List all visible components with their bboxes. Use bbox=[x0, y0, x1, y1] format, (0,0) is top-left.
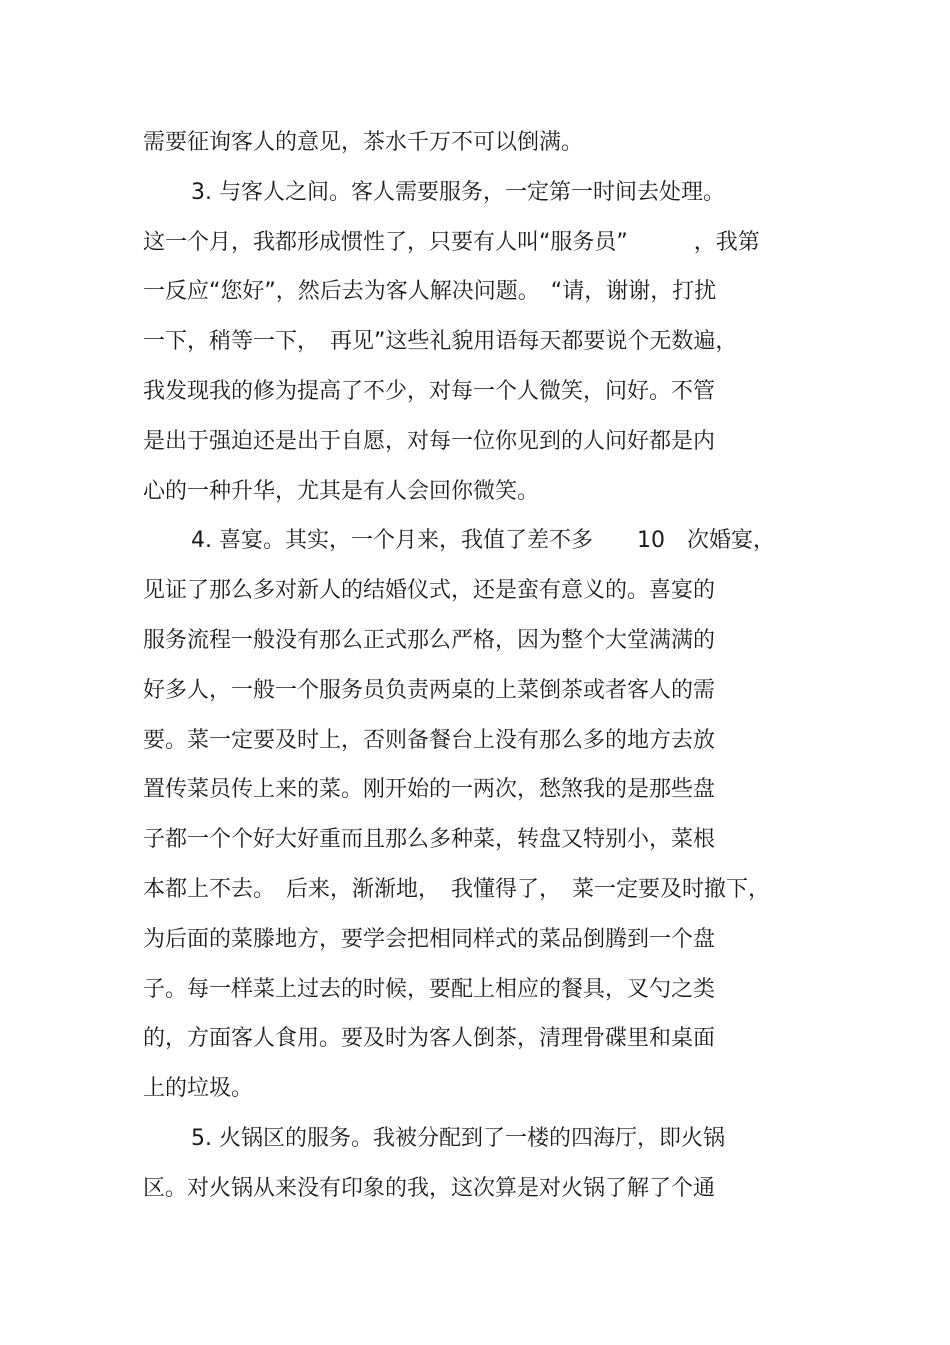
text-line: 本都上不去。 后来，渐渐地， 我懂得了， 菜一定要及时撤下， bbox=[143, 877, 771, 902]
text-line: 子都一个个好大好重而且那么多种菜，转盘又特别小，菜根 bbox=[143, 827, 716, 852]
text-line: 子。每一样菜上过去的时候，要配上相应的餐具，叉勺之类 bbox=[143, 977, 716, 1002]
text-line: 好多人，一般一个服务员负责两桌的上菜倒茶或者客人的需 bbox=[143, 678, 716, 703]
paragraph-4-start: 4. 喜宴。其实，一个月来，我值了差不多 10 次婚宴， bbox=[191, 528, 775, 553]
text-line: 为后面的菜滕地方，要学会把相同样式的菜品倒腾到一个盘 bbox=[143, 927, 716, 952]
text-line: 的，方面客人食用。要及时为客人倒茶，清理骨碟里和桌面 bbox=[143, 1026, 716, 1051]
text-line: 一反应“您好”，然后去为客人解决问题。 “请，谢谢，打扰 bbox=[143, 279, 717, 304]
paragraph-5-start: 5. 火锅区的服务。我被分配到了一楼的四海厅，即火锅 bbox=[191, 1126, 725, 1151]
text-line: 要。菜一定要及时上，否则备餐台上没有那么多的地方去放 bbox=[143, 728, 716, 753]
text-line: 需要征询客人的意见，茶水千万不可以倒满。 bbox=[143, 130, 584, 155]
text-line: 我发现我的修为提高了不少，对每一个人微笑，问好。不管 bbox=[143, 379, 716, 404]
text-line: 见证了那么多对新人的结婚仪式，还是蛮有意义的。喜宴的 bbox=[143, 578, 716, 603]
text-line: 是出于强迫还是出于自愿，对每一位你见到的人问好都是内 bbox=[143, 429, 716, 454]
text-line: 这一个月，我都形成惯性了，只要有人叫“服务员” ，我第 bbox=[143, 230, 760, 255]
text-line: 心的一种升华，尤其是有人会回你微笑。 bbox=[143, 479, 540, 504]
text-line: 置传菜员传上来的菜。刚开始的一两次，愁煞我的是那些盘 bbox=[143, 777, 716, 802]
paragraph-3-start: 3. 与客人之间。客人需要服务，一定第一时间去处理。 bbox=[191, 180, 725, 205]
text-line: 上的垃圾。 bbox=[143, 1076, 254, 1101]
text-line: 一下，稍等一下， 再见”这些礼貌用语每天都要说个无数遍， bbox=[143, 329, 738, 354]
text-line: 服务流程一般没有那么正式那么严格，因为整个大堂满满的 bbox=[143, 628, 716, 653]
text-line: 区。对火锅从来没有印象的我，这次算是对火锅了解了个通 bbox=[143, 1176, 716, 1201]
